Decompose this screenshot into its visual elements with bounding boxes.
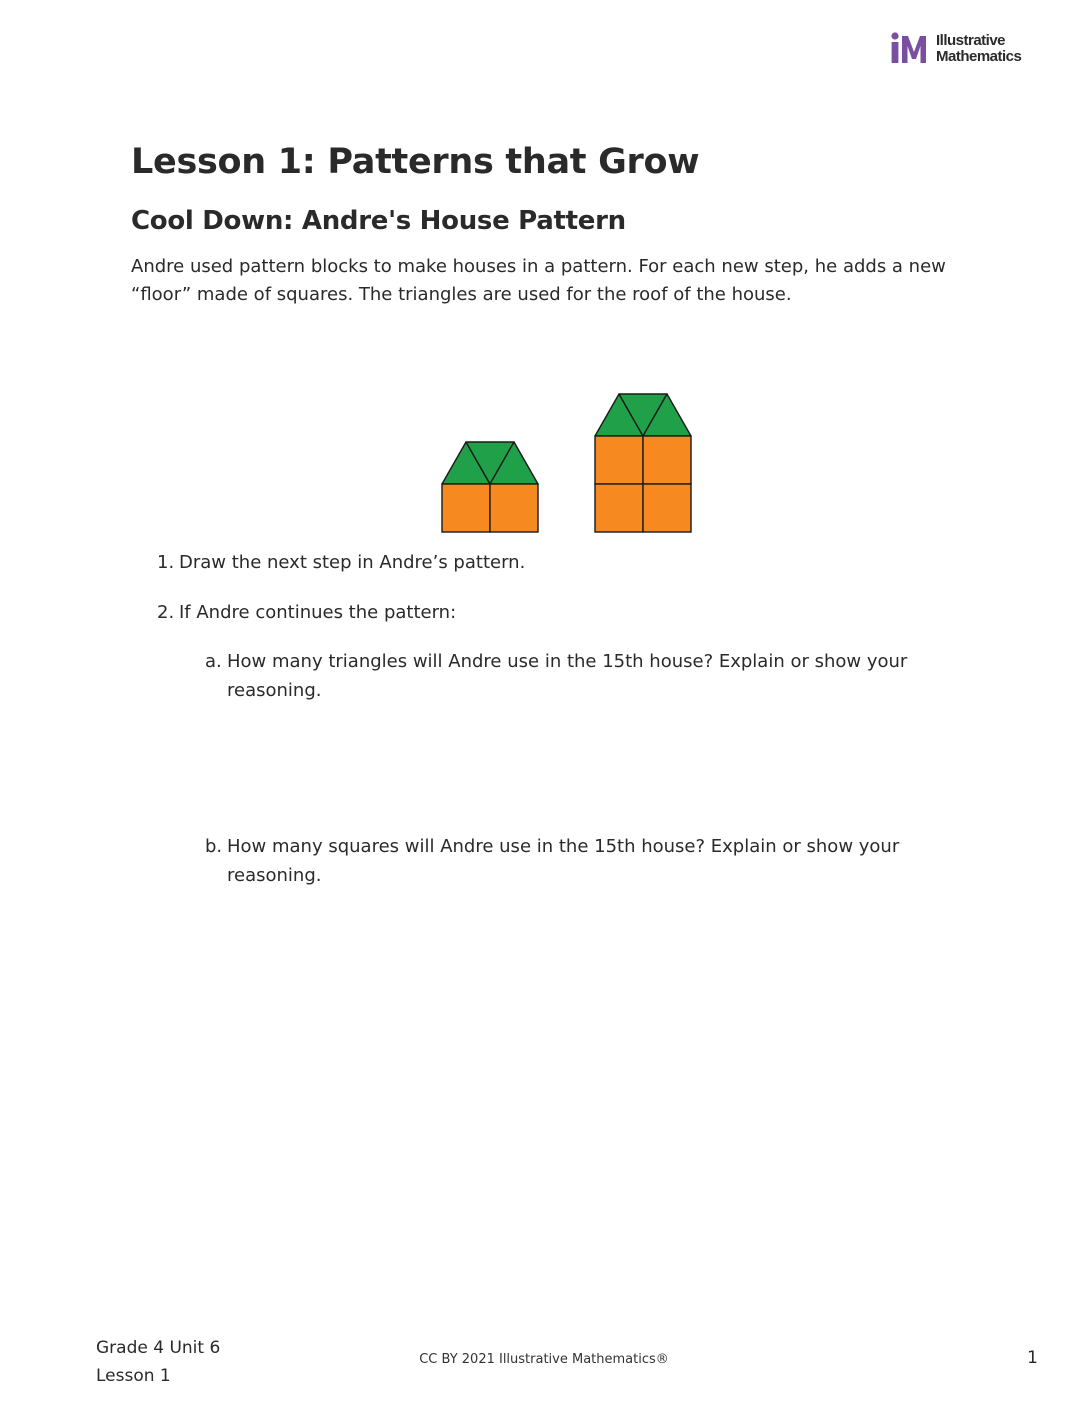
page-number: 1 bbox=[1027, 1348, 1038, 1368]
question-1 bbox=[157, 548, 957, 578]
question-2a bbox=[205, 647, 925, 707]
wall-square bbox=[442, 484, 490, 532]
im-logo-icon bbox=[890, 32, 930, 66]
question-number: 2. bbox=[157, 602, 175, 623]
footer-grade-unit: Grade 4 Unit 6 bbox=[96, 1338, 221, 1358]
wall-square bbox=[643, 436, 691, 484]
house-step-2 bbox=[595, 394, 691, 532]
question-2 bbox=[157, 598, 957, 628]
wall-square bbox=[643, 484, 691, 532]
question-text: If Andre continues the pattern: bbox=[179, 602, 457, 623]
question-text: Draw the next step in Andre’s pattern. bbox=[179, 552, 526, 573]
house-step-1 bbox=[442, 442, 538, 532]
wall-square bbox=[595, 436, 643, 484]
question-number: 1. bbox=[157, 552, 175, 573]
question-letter: b. bbox=[205, 836, 223, 857]
illustrative-mathematics-logo bbox=[890, 32, 1050, 68]
question-text: How many triangles will Andre use in the 15th house? Explain or show your reasoning. bbox=[227, 651, 908, 701]
house-pattern-figure bbox=[430, 385, 710, 540]
lesson-title: Lesson 1: Patterns that Grow bbox=[131, 142, 700, 182]
logo-line-2: Mathematics bbox=[936, 48, 1022, 65]
question-text: How many squares will Andre use in the 15th house? Explain or show your reasoning. bbox=[227, 836, 900, 886]
intro-paragraph: Andre used pattern blocks to make houses in a pattern. For each new step, he adds a new “floor” made of squares. The triangles are used for the roof of the house. bbox=[131, 256, 946, 305]
logo-wordmark bbox=[936, 33, 1021, 65]
logo-line-1: Illustrative bbox=[936, 32, 1006, 49]
cooldown-title: Cool Down: Andre's House Pattern bbox=[131, 206, 626, 236]
question-2b bbox=[205, 832, 925, 892]
footer-copyright: CC BY 2021 Illustrative Mathematics® bbox=[419, 1352, 669, 1367]
question-letter: a. bbox=[205, 651, 222, 672]
footer-lesson: Lesson 1 bbox=[96, 1366, 171, 1386]
wall-square bbox=[490, 484, 538, 532]
wall-square bbox=[595, 484, 643, 532]
